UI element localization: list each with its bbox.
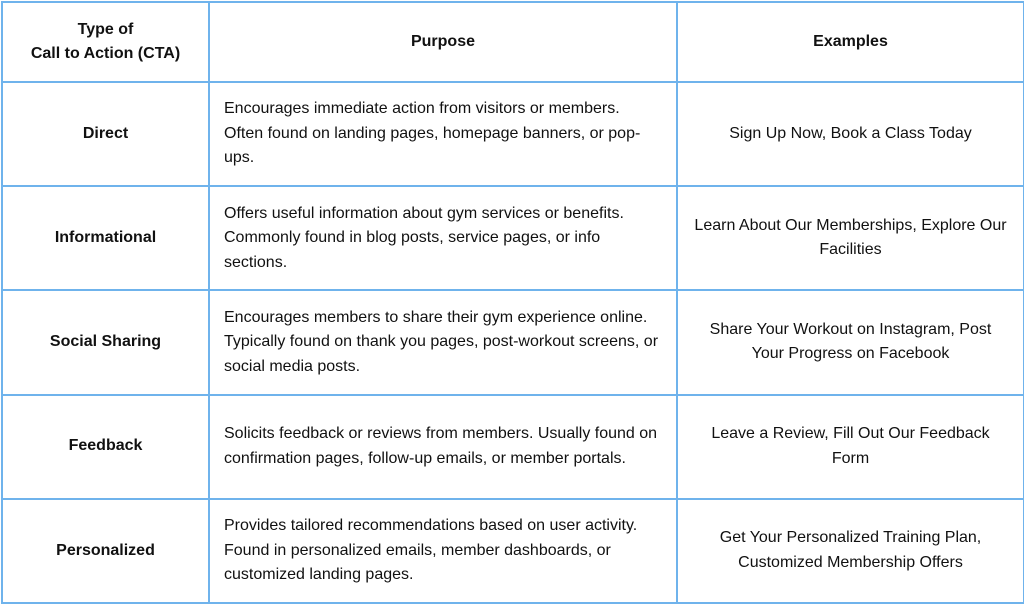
header-type-line1: Type of [77, 20, 134, 38]
examples-cell: Sign Up Now, Book a Class Today [677, 82, 1024, 186]
examples-cell: Get Your Personalized Training Plan, Customized Membership Offers [677, 499, 1024, 603]
type-cell: Informational [2, 186, 209, 290]
purpose-cell: Offers useful information about gym services or benefits. Commonly found in blog posts, service pages, or info sections. [209, 186, 677, 290]
table-row [2, 499, 1024, 603]
purpose-cell: Provides tailored recommendations based on user activity. Found in personalized emails, member dashboards, or customized landing pages. [209, 499, 677, 603]
examples-cell: Share Your Workout on Instagram, Post Your Progress on Facebook [677, 290, 1024, 394]
header-row [2, 2, 1024, 82]
purpose-cell: Encourages members to share their gym experience online. Typically found on thank you pages, post-workout screens, or social media posts. [209, 290, 677, 394]
examples-cell: Leave a Review, Fill Out Our Feedback Form [677, 395, 1024, 499]
examples-cell: Learn About Our Memberships, Explore Our Facilities [677, 186, 1024, 290]
type-cell: Direct [2, 82, 209, 186]
cta-table [1, 1, 1024, 604]
purpose-cell: Encourages immediate action from visitors or members. Often found on landing pages, homepage banners, or pop-ups. [209, 82, 677, 186]
table-row [2, 186, 1024, 290]
header-type-line2: Call to Action (CTA) [30, 45, 181, 62]
type-cell: Feedback [2, 395, 209, 499]
purpose-cell: Solicits feedback or reviews from members. Usually found on confirmation pages, follow-up emails, or member portals. [209, 395, 677, 499]
table-row [2, 395, 1024, 499]
type-cell: Personalized [2, 499, 209, 603]
header-type [2, 2, 209, 82]
table-row [2, 290, 1024, 394]
type-cell: Social Sharing [2, 290, 209, 394]
table-row [2, 82, 1024, 186]
header-examples: Examples [677, 2, 1024, 82]
header-purpose: Purpose [209, 2, 677, 82]
